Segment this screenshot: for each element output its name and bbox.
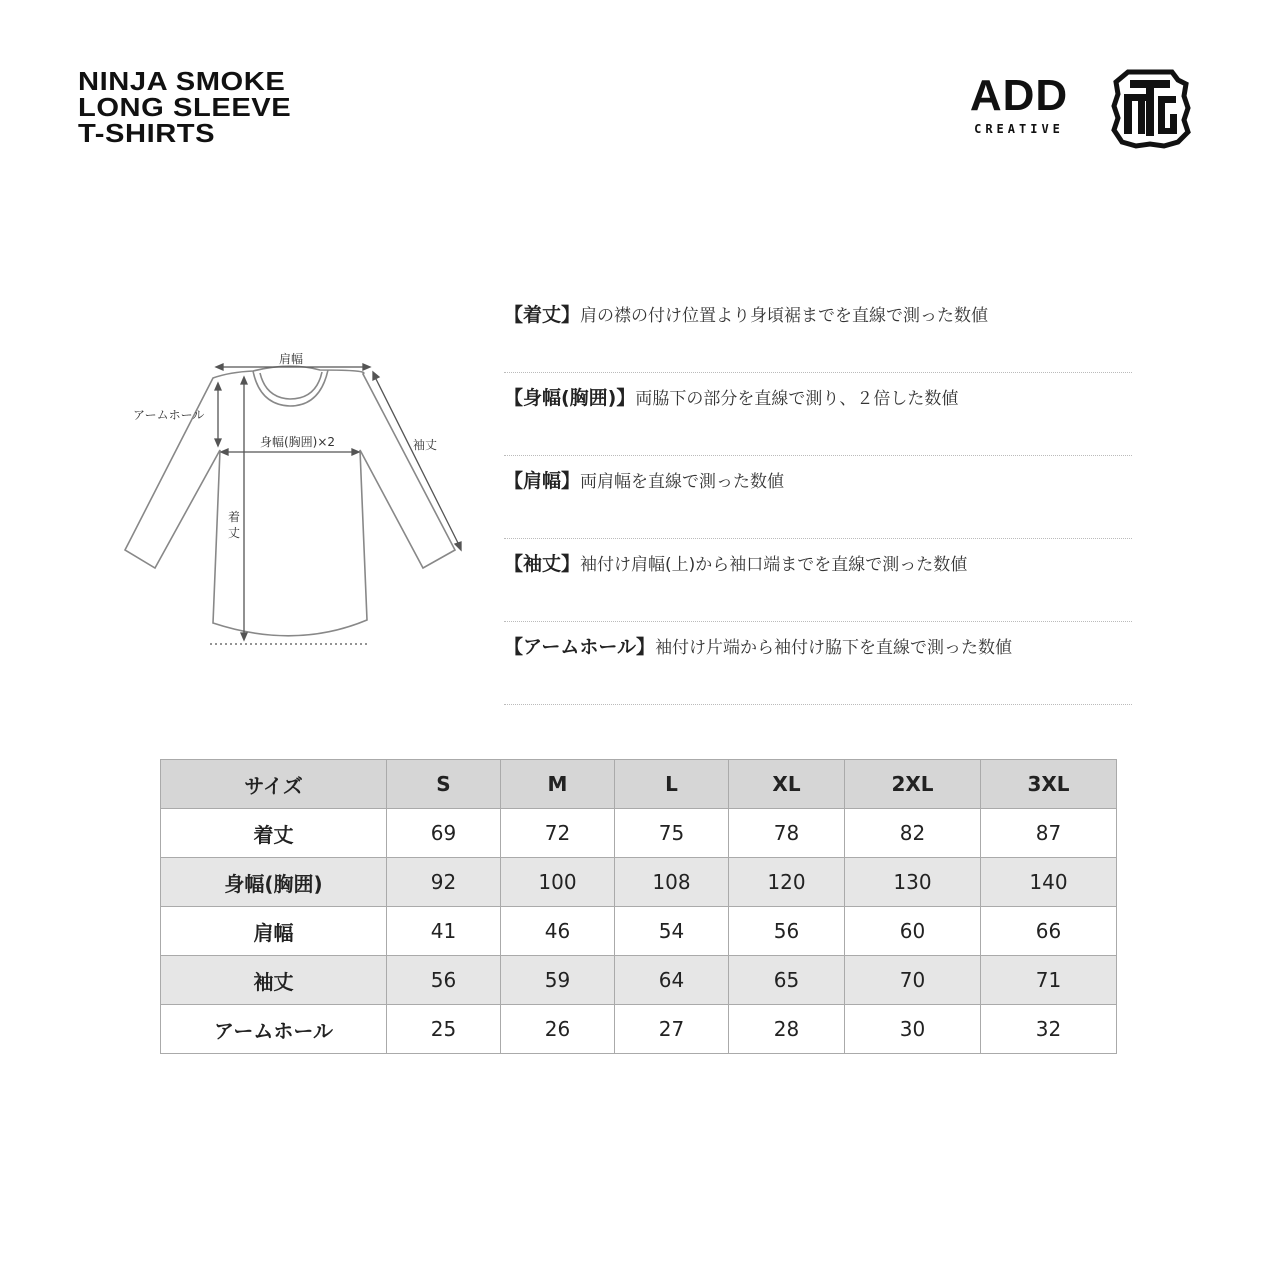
row-label: 着丈: [161, 809, 387, 858]
table-cell: 54: [615, 907, 729, 956]
table-cell: 140: [981, 858, 1117, 907]
row-label: アームホール: [161, 1005, 387, 1054]
table-cell: 26: [501, 1005, 615, 1054]
header-cell: サイズ: [161, 760, 387, 809]
table-row: [161, 907, 1117, 956]
definition-item: [504, 290, 1132, 373]
logo-text: ADD: [969, 71, 1069, 120]
definition-item: [504, 373, 1132, 456]
definition-item: [504, 539, 1132, 622]
title-line: LONG SLEEVE: [78, 92, 292, 122]
logo-subtext: CREATIVE: [974, 122, 1064, 136]
monogram-logo: [1108, 66, 1192, 150]
table-row: [161, 809, 1117, 858]
definition-key: 【肩幅】: [504, 470, 581, 492]
add-creative-logo: [966, 71, 1072, 136]
sleeve-label: 袖丈: [413, 438, 438, 452]
table-cell: 59: [501, 956, 615, 1005]
table-cell: 72: [501, 809, 615, 858]
table-cell: 65: [729, 956, 845, 1005]
table-cell: 120: [729, 858, 845, 907]
table-cell: 92: [387, 858, 501, 907]
measurement-definitions: [504, 290, 1132, 705]
size-table: [160, 759, 1117, 1054]
table-cell: 87: [981, 809, 1117, 858]
title-line: NINJA SMOKE: [78, 66, 286, 96]
table-cell: 30: [845, 1005, 981, 1054]
table-cell: 130: [845, 858, 981, 907]
title-line: T-SHIRTS: [78, 118, 216, 148]
shoulder-label: 肩幅: [279, 352, 304, 366]
table-header-row: [161, 760, 1117, 809]
row-label: 身幅(胸囲): [161, 858, 387, 907]
long-sleeve-shirt-outline: [120, 340, 480, 660]
table-cell: 108: [615, 858, 729, 907]
definition-key: 【身幅(胸囲)】: [504, 387, 636, 409]
table-cell: 71: [981, 956, 1117, 1005]
table-cell: 28: [729, 1005, 845, 1054]
chest-label: 身幅(胸囲)×2: [260, 435, 336, 449]
header-cell: XL: [729, 760, 845, 809]
table-cell: 75: [615, 809, 729, 858]
definition-text: 袖付け片端から袖付け脇下を直線で測った数値: [655, 638, 1013, 658]
table-cell: 69: [387, 809, 501, 858]
table-cell: 32: [981, 1005, 1117, 1054]
table-cell: 41: [387, 907, 501, 956]
definition-key: 【袖丈】: [504, 553, 581, 575]
definition-key: 【着丈】: [504, 304, 581, 326]
header-cell: L: [615, 760, 729, 809]
table-cell: 56: [729, 907, 845, 956]
product-title: [78, 68, 291, 146]
table-cell: 64: [615, 956, 729, 1005]
header-cell: S: [387, 760, 501, 809]
row-label: 肩幅: [161, 907, 387, 956]
table-row: [161, 858, 1117, 907]
row-label: 袖丈: [161, 956, 387, 1005]
table-cell: 56: [387, 956, 501, 1005]
armhole-label: アームホール: [133, 408, 205, 422]
table-cell: 78: [729, 809, 845, 858]
length-label-bottom: 丈: [228, 526, 241, 540]
definition-item: [504, 622, 1132, 705]
length-label-top: 着: [228, 510, 241, 524]
table-cell: 27: [615, 1005, 729, 1054]
table-cell: 66: [981, 907, 1117, 956]
table-cell: 82: [845, 809, 981, 858]
table-cell: 100: [501, 858, 615, 907]
table-cell: 70: [845, 956, 981, 1005]
table-row: [161, 956, 1117, 1005]
definition-text: 両肩幅を直線で測った数値: [580, 472, 785, 492]
definition-text: 両脇下の部分を直線で測り、２倍した数値: [635, 389, 959, 409]
table-cell: 46: [501, 907, 615, 956]
table-cell: 25: [387, 1005, 501, 1054]
definition-key: 【アームホール】: [504, 636, 656, 658]
definition-text: 袖付け肩幅(上)から袖口端までを直線で測った数値: [580, 555, 968, 575]
table-row: [161, 1005, 1117, 1054]
header-cell: M: [501, 760, 615, 809]
header-cell: 2XL: [845, 760, 981, 809]
shirt-measurement-diagram: [120, 340, 480, 660]
definition-text: 肩の襟の付け位置より身頃裾までを直線で測った数値: [580, 306, 989, 326]
table-cell: 60: [845, 907, 981, 956]
definition-item: [504, 456, 1132, 539]
header-cell: 3XL: [981, 760, 1117, 809]
